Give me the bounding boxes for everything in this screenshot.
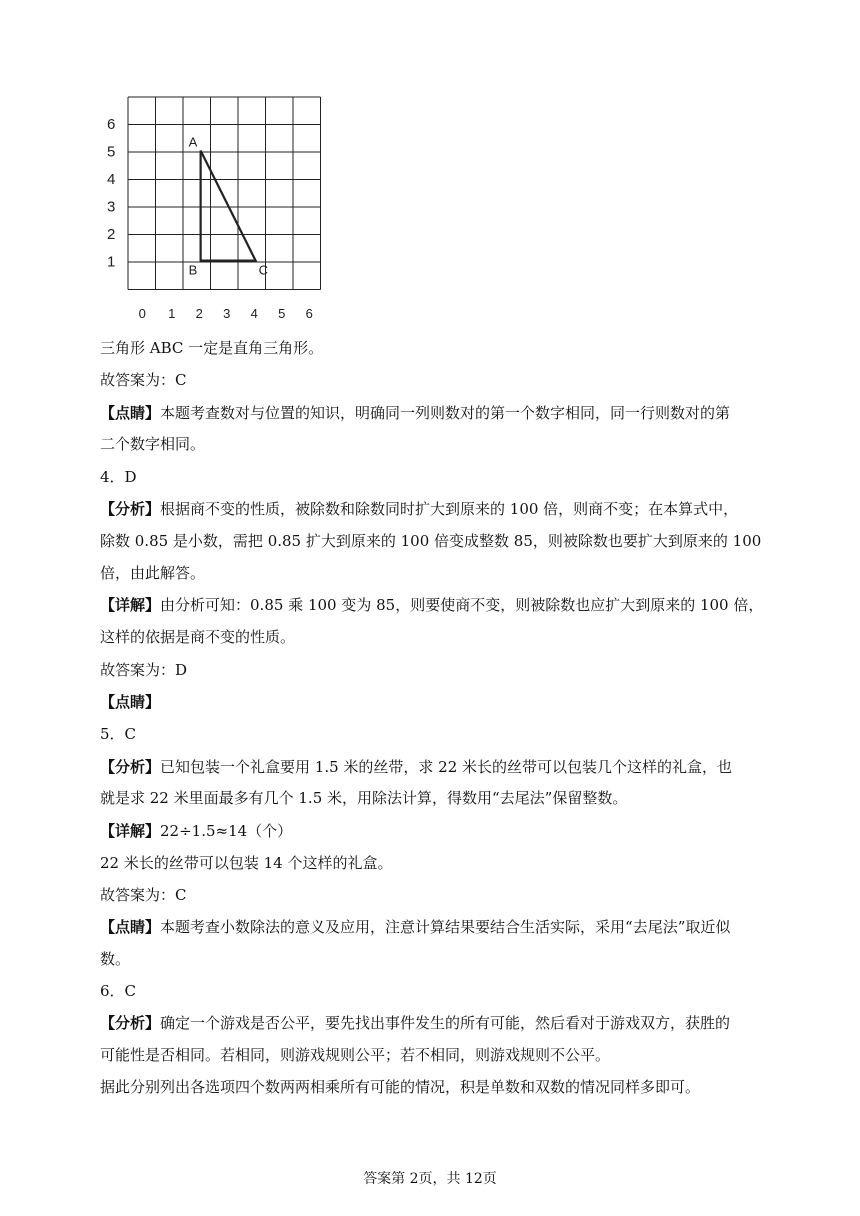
text-line (100, 499, 738, 519)
line-text: 故答案为：C (100, 886, 187, 904)
line-text: 三角形 ABC 一定是直角三角形。 (100, 339, 324, 357)
line-text: 可能性是否相同。若相同，则游戏规则公平；若不相同，则游戏规则不公平。 (100, 1046, 611, 1064)
text-line (100, 757, 732, 777)
line-text: 22÷1.5≈14（个） (160, 822, 293, 840)
text-line (100, 692, 160, 712)
line-text: 故答案为：C (100, 371, 187, 389)
section-tag: 【点睛】 (100, 404, 161, 422)
triangle-abc (189, 135, 268, 278)
line-text: 除数 0.85 是小数，需把 0.85 扩大到原来的 100 倍变成整数 85，则被除数也要扩大到原来的 100 (100, 532, 762, 550)
text-line (100, 949, 130, 969)
text-line (100, 595, 763, 615)
triangle-outline (201, 151, 256, 261)
text-line (100, 724, 136, 744)
line-text: 已知包装一个礼盒要用 1.5 米的丝带，求 22 米长的丝带可以包装几个这样的礼盒，也 (160, 758, 733, 776)
section-tag: 【分析】 (100, 500, 161, 518)
x-tick-label: 4 (250, 306, 258, 321)
y-tick-label: 6 (107, 116, 116, 134)
section-tag: 【详解】 (100, 596, 161, 614)
line-text: 二个数字相同。 (100, 435, 206, 453)
vertex-label: B (188, 262, 198, 278)
line-text: 数。 (100, 950, 131, 968)
y-tick-label: 1 (107, 253, 116, 271)
line-text: 5．C (100, 725, 137, 743)
x-axis-labels (139, 306, 313, 321)
text-line (100, 434, 205, 454)
line-text: 22 米长的丝带可以包装 14 个这样的礼盒。 (100, 854, 393, 872)
coordinate-grid-figure (96, 88, 336, 328)
line-text: 本题考查小数除法的意义及应用，注意计算结果要结合生活实际，采用“去尾法”取近似 (160, 918, 731, 936)
section-tag: 【分析】 (100, 758, 161, 776)
text-line (100, 467, 137, 487)
line-text: 由分析可知：0.85 乘 100 变为 85，则要使商不变，则被除数也应扩大到原来的 100 倍， (160, 596, 764, 614)
text-line (100, 403, 730, 423)
section-tag: 【点睛】 (100, 918, 161, 936)
x-tick-label: 0 (138, 306, 146, 321)
section-tag: 【点睛】 (100, 693, 161, 711)
page-footer: 答案第 2页，共 12页 (363, 1171, 497, 1187)
line-text: 本题考查数对与位置的知识，明确同一列则数对的第一个数字相同，同一行则数对的第 (160, 404, 731, 422)
text-line (100, 1045, 610, 1065)
text-line (100, 853, 392, 873)
text-line (100, 1077, 700, 1097)
text-line (100, 338, 323, 358)
text-line (100, 627, 295, 647)
x-tick-label: 1 (168, 306, 176, 321)
y-axis-labels (107, 116, 115, 271)
x-tick-label: 2 (195, 306, 203, 321)
y-tick-label: 3 (107, 198, 116, 216)
text-line (100, 563, 205, 583)
line-text: 确定一个游戏是否公平，要先找出事件发生的所有可能，然后看对于游戏双方，获胜的 (160, 1014, 731, 1032)
vertex-label: A (188, 134, 198, 150)
y-tick-label: 5 (107, 143, 116, 161)
section-tag: 【详解】 (100, 822, 161, 840)
y-tick-label: 2 (107, 226, 116, 244)
text-line (100, 917, 730, 937)
text-line (100, 788, 627, 808)
text-line (100, 981, 136, 1001)
y-tick-label: 4 (107, 171, 116, 189)
text-line (100, 531, 761, 551)
line-text: 4．D (100, 468, 137, 486)
line-text: 倍，由此解答。 (100, 564, 206, 582)
section-tag: 【分析】 (100, 1014, 161, 1032)
text-line (100, 660, 187, 680)
line-text: 根据商不变的性质，被除数和除数同时扩大到原来的 100 倍，则商不变；在本算式中， (160, 500, 739, 518)
line-text: 就是求 22 米里面最多有几个 1.5 米，用除法计算，得数用“去尾法”保留整数。 (100, 789, 628, 807)
line-text: 这样的依据是商不变的性质。 (100, 628, 296, 646)
line-text: 据此分别列出各选项四个数两两相乘所有可能的情况，积是单数和双数的情况同样多即可。 (100, 1078, 701, 1096)
line-text: 故答案为：D (100, 661, 188, 679)
vertex-label: C (258, 262, 269, 278)
x-tick-label: 5 (278, 306, 286, 321)
text-line (100, 1013, 730, 1033)
text-line (100, 821, 292, 841)
text-line (100, 370, 186, 390)
text-line (100, 885, 186, 905)
line-text: 6．C (100, 982, 137, 1000)
x-tick-label: 3 (223, 306, 231, 321)
x-tick-label: 6 (305, 306, 313, 321)
